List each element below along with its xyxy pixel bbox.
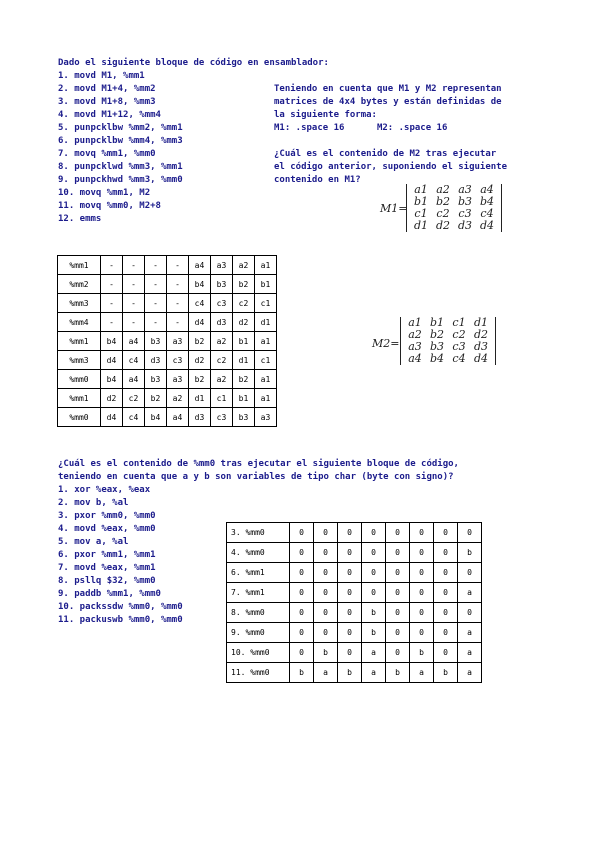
byte-cell: 0 (434, 643, 458, 663)
byte-cell: - (145, 256, 167, 275)
section1-description (274, 83, 502, 135)
byte-cell: a (362, 663, 386, 683)
byte-cell: 0 (410, 543, 434, 563)
byte-cell: 0 (386, 643, 410, 663)
register-label-cell: 9. %mm0 (227, 623, 290, 643)
byte-cell: - (123, 275, 145, 294)
byte-cell: b (386, 663, 410, 683)
byte-cell: a (314, 663, 338, 683)
byte-cell: a (410, 663, 434, 683)
byte-cell: d3 (211, 313, 233, 332)
register-label-cell: 3. %mm0 (227, 523, 290, 543)
register-label-cell: 11. %mm0 (227, 663, 290, 683)
register-label-cell: %mm3 (58, 351, 101, 370)
code-line: 5. punpcklbw %mm2, %mm1 (58, 123, 183, 133)
byte-cell: a3 (167, 370, 189, 389)
register-label-cell: %mm2 (58, 275, 101, 294)
code-line: 11. movq %mm0, M2+8 (58, 201, 161, 211)
description-line: matrices de 4x4 bytes y están definidas de (274, 97, 502, 107)
byte-cell: - (101, 275, 123, 294)
matrix-cell: d1 (473, 316, 489, 329)
byte-cell: a (458, 663, 482, 683)
table-row (58, 332, 277, 351)
byte-cell: d4 (101, 351, 123, 370)
matrix-cell: b2 (429, 328, 445, 341)
register-label-cell: 8. %mm0 (227, 603, 290, 623)
matrix-cell: d3 (473, 340, 489, 353)
code-line: 1. movd M1, %mm1 (58, 71, 145, 81)
code-line: 3. movd M1+8, %mm3 (58, 97, 156, 107)
matrix-m2-label: M2= (372, 337, 400, 350)
register-label-cell: %mm0 (58, 370, 101, 389)
byte-cell: 0 (410, 523, 434, 543)
byte-cell: 0 (362, 543, 386, 563)
question-line: teniendo en cuenta que a y b son variables de tipo char (byte con signo)? (58, 472, 454, 482)
byte-cell: 0 (434, 563, 458, 583)
code-line: 4. movd M1+12, %mm4 (58, 110, 161, 120)
table-row (58, 294, 277, 313)
register-label-cell: %mm1 (58, 332, 101, 351)
byte-cell: 0 (290, 563, 314, 583)
byte-cell: a (458, 583, 482, 603)
matrix-cell: a4 (408, 352, 422, 365)
register-label-cell: 10. %mm0 (227, 643, 290, 663)
table-row (227, 543, 482, 563)
byte-cell: c4 (189, 294, 211, 313)
byte-cell: b4 (101, 332, 123, 351)
code-line: 4. movd %eax, %mm0 (58, 524, 156, 534)
matrix-row (404, 353, 492, 365)
byte-cell: d1 (255, 313, 277, 332)
register-label-cell: %mm4 (58, 313, 101, 332)
byte-cell: 0 (458, 523, 482, 543)
matrix-cell: d2 (473, 328, 489, 341)
byte-cell: d3 (145, 351, 167, 370)
byte-cell: 0 (362, 583, 386, 603)
code-line: 9. punpckhwd %mm3, %mm0 (58, 175, 183, 185)
code-line: 1. xor %eax, %eax (58, 485, 151, 495)
code-line: 6. punpcklbw %mm4, %mm3 (58, 136, 183, 146)
register-table-2 (226, 522, 482, 683)
byte-cell: 0 (314, 543, 338, 563)
byte-cell: - (145, 275, 167, 294)
byte-cell: 0 (338, 643, 362, 663)
matrix-cell: c3 (458, 207, 472, 220)
byte-cell: 0 (386, 523, 410, 543)
byte-cell: c2 (123, 389, 145, 408)
matrix-row (410, 220, 498, 232)
byte-cell: b1 (233, 332, 255, 351)
matrix-cell: c1 (414, 207, 428, 220)
code-line: 11. packuswb %mm0, %mm0 (58, 615, 183, 625)
matrix-cell: b1 (429, 316, 445, 329)
byte-cell: b1 (255, 275, 277, 294)
byte-cell: 0 (290, 523, 314, 543)
byte-cell: 0 (290, 643, 314, 663)
byte-cell: a1 (255, 256, 277, 275)
byte-cell: b (362, 603, 386, 623)
byte-cell: a (458, 643, 482, 663)
description-line: Teniendo en cuenta que M1 y M2 representan (274, 84, 502, 94)
byte-cell: 0 (458, 603, 482, 623)
byte-cell: a3 (167, 332, 189, 351)
byte-cell: b2 (189, 370, 211, 389)
table-row (227, 643, 482, 663)
byte-cell: b (314, 643, 338, 663)
byte-cell: b3 (145, 370, 167, 389)
byte-cell: a2 (211, 370, 233, 389)
matrix-cell: b4 (429, 352, 445, 365)
matrix-cell: c4 (452, 352, 466, 365)
byte-cell: b (434, 663, 458, 683)
byte-cell: a4 (123, 332, 145, 351)
byte-cell: 0 (386, 623, 410, 643)
byte-cell: 0 (362, 563, 386, 583)
byte-cell: b3 (233, 408, 255, 427)
byte-cell: b (338, 663, 362, 683)
table-row (227, 583, 482, 603)
byte-cell: a1 (255, 332, 277, 351)
byte-cell: 0 (290, 543, 314, 563)
matrix-cell: d4 (479, 219, 495, 232)
code-line: 7. movq %mm1, %mm0 (58, 149, 156, 159)
byte-cell: d4 (189, 313, 211, 332)
byte-cell: - (101, 256, 123, 275)
question-line: contenido en M1? (274, 175, 361, 185)
byte-cell: 0 (410, 563, 434, 583)
code-line: 2. mov b, %al (58, 498, 129, 508)
table-row (227, 603, 482, 623)
byte-cell: c3 (167, 351, 189, 370)
register-label-cell: 4. %mm0 (227, 543, 290, 563)
table-row (58, 256, 277, 275)
byte-cell: a2 (167, 389, 189, 408)
matrix-cell: a3 (458, 183, 472, 196)
byte-cell: - (123, 313, 145, 332)
byte-cell: a2 (233, 256, 255, 275)
matrix-cell: c3 (452, 340, 466, 353)
code-line: 10. packssdw %mm0, %mm0 (58, 602, 183, 612)
question-line: el código anterior, suponiendo el siguiente (274, 162, 507, 172)
table-row (58, 351, 277, 370)
byte-cell: b1 (233, 389, 255, 408)
byte-cell: - (101, 294, 123, 313)
byte-cell: 0 (410, 623, 434, 643)
byte-cell: 0 (434, 523, 458, 543)
section1-title: Dado el siguiente bloque de código en ensamblador: (58, 58, 329, 68)
register-label-cell: %mm3 (58, 294, 101, 313)
byte-cell: 0 (314, 623, 338, 643)
byte-cell: a1 (255, 370, 277, 389)
matrix-cell: a1 (408, 316, 422, 329)
byte-cell: 0 (434, 583, 458, 603)
byte-cell: c3 (211, 294, 233, 313)
matrix-cell: c2 (436, 207, 450, 220)
code-line: 2. movd M1+4, %mm2 (58, 84, 156, 94)
byte-cell: - (167, 256, 189, 275)
byte-cell: 0 (410, 603, 434, 623)
matrix-cell: c2 (452, 328, 466, 341)
matrix-cell: c1 (452, 316, 466, 329)
byte-cell: - (123, 256, 145, 275)
matrix-cell: a2 (408, 328, 422, 341)
byte-cell: b (362, 623, 386, 643)
code-line: 7. movd %eax, %mm1 (58, 563, 156, 573)
section1-question (274, 148, 507, 187)
byte-cell: a4 (123, 370, 145, 389)
matrix-cell: d2 (435, 219, 451, 232)
description-line: la siguiente forma: (274, 110, 377, 120)
register-label-cell: %mm0 (58, 408, 101, 427)
byte-cell: 0 (434, 623, 458, 643)
register-table-1 (57, 255, 277, 427)
code-line: 12. emms (58, 214, 102, 224)
register-label-cell: %mm1 (58, 256, 101, 275)
table-row (227, 523, 482, 543)
byte-cell: a3 (255, 408, 277, 427)
byte-cell: 0 (434, 603, 458, 623)
description-line: M1: .space 16 M2: .space 16 (274, 123, 448, 133)
byte-cell: a (458, 623, 482, 643)
byte-cell: b3 (145, 332, 167, 351)
byte-cell: d1 (233, 351, 255, 370)
byte-cell: a (362, 643, 386, 663)
code-line: 8. punpcklwd %mm3, %mm1 (58, 162, 183, 172)
matrix-cell: c4 (480, 207, 494, 220)
byte-cell: b2 (189, 332, 211, 351)
byte-cell: 0 (338, 563, 362, 583)
matrix-cell: b3 (429, 340, 445, 353)
byte-cell: a1 (255, 389, 277, 408)
byte-cell: 0 (386, 543, 410, 563)
section2-code-block (58, 484, 183, 627)
question-line: ¿Cuál es el contenido de M2 tras ejecutar (274, 149, 497, 159)
byte-cell: c2 (211, 351, 233, 370)
question-line: ¿Cuál es el contenido de %mm0 tras ejecutar el siguiente bloque de código, (58, 459, 459, 469)
byte-cell: 0 (386, 563, 410, 583)
byte-cell: c1 (211, 389, 233, 408)
code-line: 9. paddb %mm1, %mm0 (58, 589, 161, 599)
byte-cell: d2 (233, 313, 255, 332)
matrix-cell: b3 (457, 195, 473, 208)
byte-cell: d2 (189, 351, 211, 370)
code-line: 5. mov a, %al (58, 537, 129, 547)
table-row (227, 563, 482, 583)
table-row (227, 663, 482, 683)
matrix-cell: a1 (414, 183, 428, 196)
code-line: 6. pxor %mm1, %mm1 (58, 550, 156, 560)
byte-cell: 0 (458, 563, 482, 583)
matrix-cell: a4 (480, 183, 494, 196)
table-row (58, 275, 277, 294)
byte-cell: - (123, 294, 145, 313)
table-row (58, 389, 277, 408)
table-row (227, 623, 482, 643)
byte-cell: 0 (362, 523, 386, 543)
byte-cell: 0 (314, 523, 338, 543)
byte-cell: b4 (101, 370, 123, 389)
byte-cell: 0 (386, 603, 410, 623)
matrix-cell: d1 (413, 219, 429, 232)
byte-cell: 0 (338, 603, 362, 623)
matrix-cell: b4 (479, 195, 495, 208)
table-row (58, 408, 277, 427)
byte-cell: a4 (167, 408, 189, 427)
byte-cell: 0 (338, 543, 362, 563)
byte-cell: b2 (145, 389, 167, 408)
byte-cell: - (101, 313, 123, 332)
byte-cell: c4 (123, 351, 145, 370)
byte-cell: 0 (338, 623, 362, 643)
byte-cell: 0 (290, 603, 314, 623)
table-row (58, 313, 277, 332)
byte-cell: - (145, 313, 167, 332)
byte-cell: b (458, 543, 482, 563)
byte-cell: 0 (314, 583, 338, 603)
byte-cell: b (290, 663, 314, 683)
byte-cell: b4 (145, 408, 167, 427)
byte-cell: 0 (290, 583, 314, 603)
byte-cell: c2 (233, 294, 255, 313)
byte-cell: d3 (189, 408, 211, 427)
byte-cell: d2 (101, 389, 123, 408)
byte-cell: 0 (290, 623, 314, 643)
matrix-cell: a2 (436, 183, 450, 196)
byte-cell: 0 (338, 583, 362, 603)
byte-cell: b2 (233, 275, 255, 294)
table-row (58, 370, 277, 389)
code-line: 3. pxor %mm0, %mm0 (58, 511, 156, 521)
byte-cell: - (145, 294, 167, 313)
byte-cell: - (167, 275, 189, 294)
matrix-cell: d3 (457, 219, 473, 232)
matrix-cell: d4 (473, 352, 489, 365)
byte-cell: 0 (314, 603, 338, 623)
section2-question (58, 458, 459, 484)
matrix-m1-label: M1= (380, 202, 408, 215)
byte-cell: a4 (189, 256, 211, 275)
byte-cell: - (167, 313, 189, 332)
byte-cell: d1 (189, 389, 211, 408)
byte-cell: 0 (386, 583, 410, 603)
matrix-cell: b2 (435, 195, 451, 208)
byte-cell: a3 (211, 256, 233, 275)
register-label-cell: 6. %mm1 (227, 563, 290, 583)
matrix-cell: a3 (408, 340, 422, 353)
register-label-cell: 7. %mm1 (227, 583, 290, 603)
register-label-cell: %mm1 (58, 389, 101, 408)
byte-cell: b4 (189, 275, 211, 294)
byte-cell: 0 (314, 563, 338, 583)
byte-cell: 0 (410, 583, 434, 603)
byte-cell: d4 (101, 408, 123, 427)
byte-cell: b3 (211, 275, 233, 294)
byte-cell: b2 (233, 370, 255, 389)
byte-cell: a2 (211, 332, 233, 351)
byte-cell: 0 (338, 523, 362, 543)
byte-cell: c1 (255, 351, 277, 370)
matrix-cell: b1 (413, 195, 429, 208)
byte-cell: c4 (123, 408, 145, 427)
byte-cell: - (167, 294, 189, 313)
byte-cell: c3 (211, 408, 233, 427)
code-line: 8. psllq $32, %mm0 (58, 576, 156, 586)
byte-cell: 0 (434, 543, 458, 563)
byte-cell: c1 (255, 294, 277, 313)
byte-cell: b (410, 643, 434, 663)
code-line: 10. movq %mm1, M2 (58, 188, 151, 198)
